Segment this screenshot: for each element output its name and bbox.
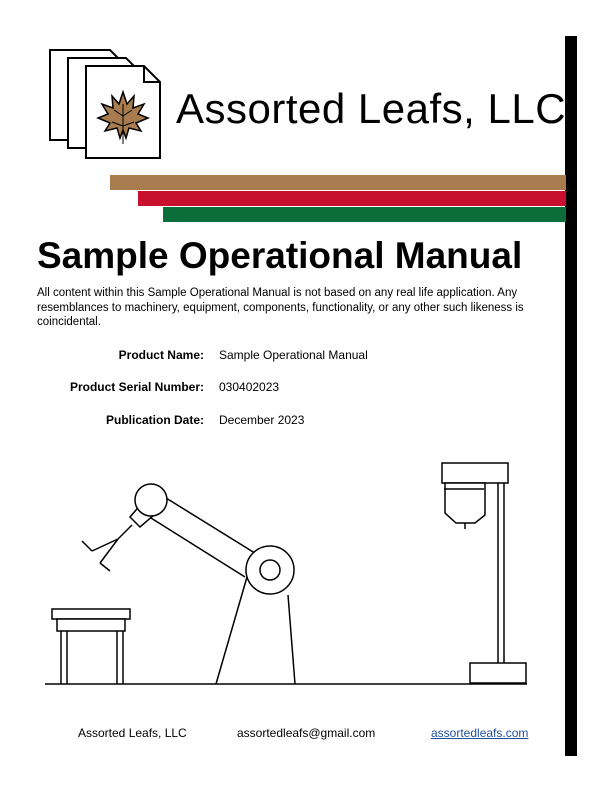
company-name: Assorted Leafs, LLC [176,85,567,132]
brand-stripe-green [163,207,566,222]
publication-date-value: December 2023 [219,413,305,427]
product-name-value: Sample Operational Manual [219,348,368,362]
brand-stripe-red [138,191,566,206]
product-name-label: Product Name: [118,348,204,362]
serial-number-value: 030402023 [219,380,280,394]
footer-website-link[interactable]: assortedleafs.com [431,726,529,740]
brand-stripe-brown [110,175,566,190]
footer-email: assortedleafs@gmail.com [237,726,376,740]
maple-leaf-documents-icon [44,44,168,168]
page-edge-bar [565,36,577,756]
footer-company: Assorted Leafs, LLC [78,726,187,740]
disclaimer-text: All content within this Sample Operational Manual is not based on any real life application. Any resemblances to machinery, equipment, components, functionality, or any other such likeness is coincidental. [37,287,524,328]
serial-number-label: Product Serial Number: [69,380,204,394]
robot-arm-workstation-icon [40,455,540,695]
publication-date-label: Publication Date: [105,413,204,427]
document-title: Sample Operational Manual [37,235,523,276]
